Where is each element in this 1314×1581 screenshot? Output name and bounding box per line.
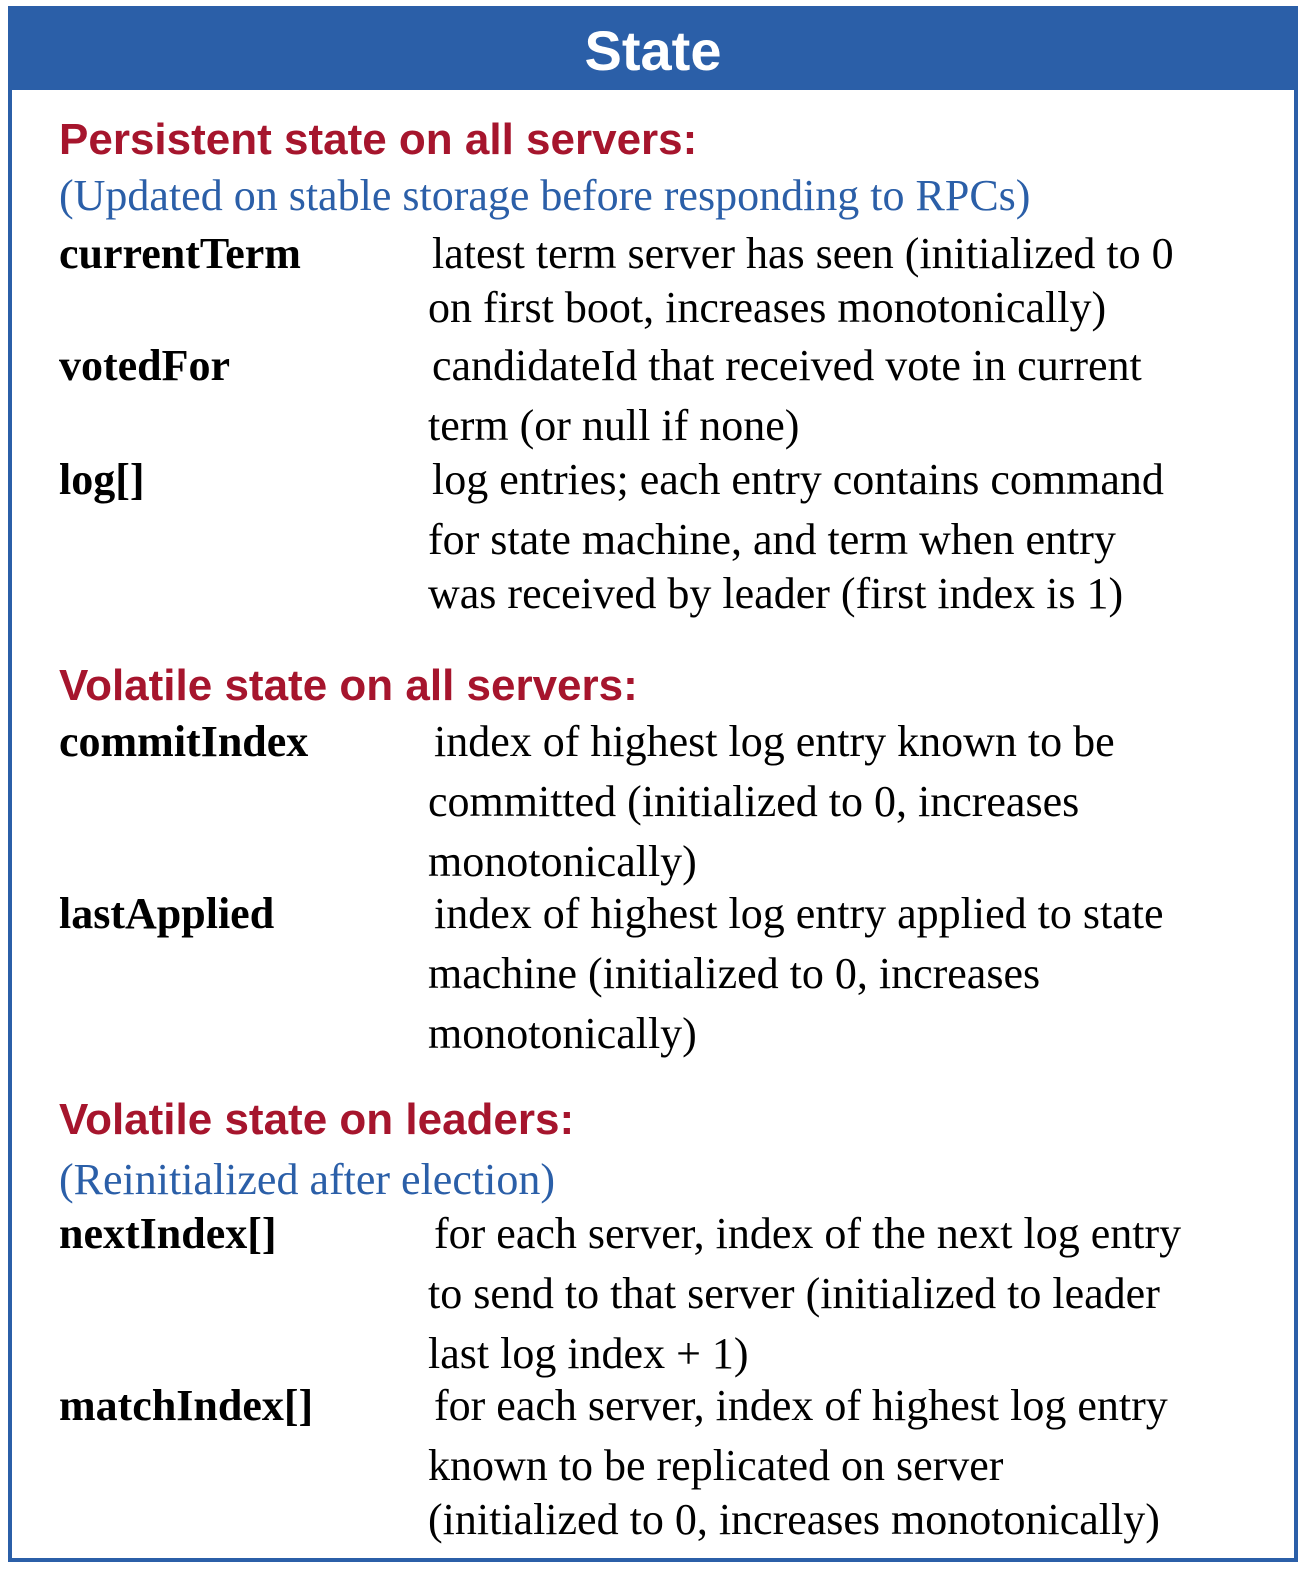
field-name-matchindex: matchIndex[] (59, 1381, 314, 1430)
desc-line: was received by leader (first index is 1) (428, 569, 1124, 618)
state-card (8, 6, 1298, 1562)
desc-line: index of highest log entry applied to state (434, 889, 1164, 938)
desc-line: monotonically) (428, 837, 697, 886)
desc-line: (initialized to 0, increases monotonically) (428, 1495, 1160, 1544)
desc-line: committed (initialized to 0, increases (428, 777, 1080, 826)
desc-line: term (or null if none) (428, 401, 800, 450)
field-name-lastapplied: lastApplied (59, 889, 275, 938)
field-name-nextindex: nextIndex[] (59, 1209, 277, 1258)
desc-line: to send to that server (initialized to leader (428, 1269, 1160, 1318)
section-heading-persistent: Persistent state on all servers: (59, 115, 698, 164)
desc-line: for each server, index of highest log entry (434, 1381, 1168, 1430)
desc-line: candidateId that received vote in current (432, 341, 1142, 390)
field-name-log: log[] (59, 455, 145, 504)
field-name-commitindex: commitIndex (59, 717, 309, 766)
section-note-persistent: (Updated on stable storage before responding to RPCs) (59, 171, 1031, 220)
section-note-leaders: (Reinitialized after election) (59, 1155, 555, 1204)
desc-line: log entries; each entry contains command (432, 455, 1164, 504)
desc-line: monotonically) (428, 1009, 697, 1058)
desc-line: index of highest log entry known to be (434, 717, 1115, 766)
field-name-votedfor: votedFor (59, 341, 231, 390)
desc-line: for state machine, and term when entry (428, 515, 1116, 564)
desc-line: on first boot, increases monotonically) (428, 283, 1107, 332)
desc-line: latest term server has seen (initialized to 0 (432, 229, 1174, 278)
desc-line: last log index + 1) (428, 1329, 749, 1378)
section-heading-volatile-leaders: Volatile state on leaders: (59, 1095, 575, 1144)
desc-line: for each server, index of the next log entry (434, 1209, 1182, 1258)
section-heading-volatile-all: Volatile state on all servers: (59, 661, 638, 710)
card-title: State (12, 10, 1294, 90)
desc-line: known to be replicated on server (428, 1441, 1004, 1490)
field-name-currentterm: currentTerm (59, 229, 301, 278)
desc-line: machine (initialized to 0, increases (428, 949, 1041, 998)
